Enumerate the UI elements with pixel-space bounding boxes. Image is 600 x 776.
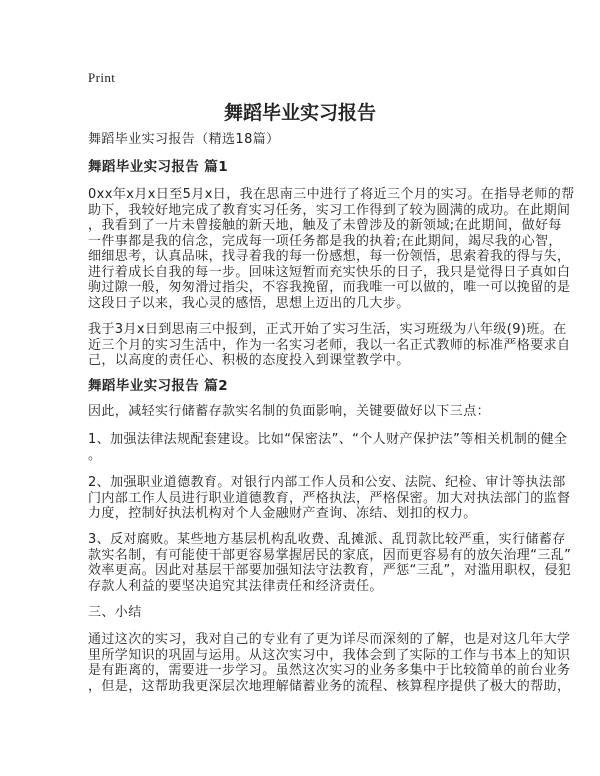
text-line: 这段日子以来，我心灵的感悟，思想上迈出的几大步。 xyxy=(88,295,410,311)
text-line: 款实名制，有可能使干部更容易掌握居民的家底，因而更容易有的放矢治理“三乱” xyxy=(88,547,572,563)
text-line: 己，以高度的责任心、积极的态度投入到课堂教学中。 xyxy=(88,353,410,368)
text-line: 驹过隙一般，匆匆滑过指尖，不容我挽留，而我唯一可以做的，唯一可以挽留的是 xyxy=(88,280,571,295)
paragraph: 因此，减轻实行储蓄存款实名制的负面影响，关键要做好以下三点： xyxy=(88,404,491,419)
summary-heading: 三、小结 xyxy=(88,605,142,620)
text-line: 是有距离的，需要进一步学习。虽然这次实习的业务多集中于比较简单的前台业务 xyxy=(88,663,571,678)
page-title: 舞蹈毕业实习报告 xyxy=(223,102,376,124)
paragraph xyxy=(88,187,575,311)
paragraph xyxy=(88,432,568,463)
text-line: 我于3月x日到思南三中报到，正式开始了实习生活，实习班级为八年级(9)班。在 xyxy=(88,322,567,337)
text-line: ，但是，这帮助我更深层次地理解储蓄业务的流程、核算程序提供了极大的帮助， xyxy=(88,678,571,694)
section-heading-2: 舞蹈毕业实习报告 篇2 xyxy=(88,378,228,394)
text-line: 助下，我较好地完成了教育实习任务，实习工作得到了较为圆满的成功。在此期间 xyxy=(88,202,571,218)
paragraph xyxy=(88,632,571,694)
text-line: 1、加强法律法规配套建设。比如“保密法”、“个人财产保护法”等相关机制的健全 xyxy=(88,432,568,447)
text-line: 一件事都是我的信念，完成每一项任务都是我的执着;在此期间，竭尽我的心智， xyxy=(88,233,562,249)
paragraph xyxy=(88,322,571,369)
text-line: 3、反对腐败。某些地方基层机构乱收费、乱摊派、乱罚款比较严重，实行储蓄存 xyxy=(88,532,566,547)
section-heading-1: 舞蹈毕业实习报告 篇1 xyxy=(88,159,228,175)
print-link[interactable]: Print xyxy=(88,70,116,85)
paragraph xyxy=(88,475,571,522)
text-line: 里所学知识的巩固与运用。从这次实习中，我体会到了实际的工作与书本上的知识 xyxy=(88,647,571,663)
subtitle: 舞蹈毕业实习报告（精选18篇） xyxy=(88,132,280,147)
text-line: 力度，控制好执法机构对个人金融财产查询、冻结、划扣的权力。 xyxy=(88,506,477,521)
text-line: 2、加强职业道德教育。对银行内部工作人员和公安、法院、纪检、审计等执法部 xyxy=(88,475,566,490)
text-line: 门内部工作人员进行职业道德教育，严格执法，严格保密。加大对执法部门的监督 xyxy=(88,490,571,506)
text-line: 0xx年x月x日至5月x日，我在思南三中进行了将近三个月的实习。在指导老师的帮 xyxy=(88,187,575,202)
text-line: 通过这次的实习，我对自己的专业有了更为详尽而深刻的了解，也是对这几年大学 xyxy=(88,632,571,647)
text-line: 效率更高。因此对基层干部要加强知法守法教育，严惩“三乱”，对滥用职权，侵犯 xyxy=(88,563,572,578)
text-line: 近三个月的实习生活中，作为一名实习老师，我以一名正式教师的标准严格要求自 xyxy=(88,337,571,353)
text-line: 细细思考，认真品味，找寻着我的每一份感想，每一份领悟，思索着我的得与失， xyxy=(88,249,571,264)
paragraph xyxy=(88,532,572,594)
text-line: 存款人利益的要坚决追究其法律责任和经济责任。 xyxy=(88,578,383,594)
text-line: 。 xyxy=(88,447,102,463)
text-line: ，我看到了一片未曾接触的新天地，触及了未曾涉及的新领域;在此期间，做好每 xyxy=(88,218,562,233)
text-line: 进行着成长自我的每一步。回味这短暂而充实快乐的日子，我只是觉得日子真如白 xyxy=(88,264,571,280)
